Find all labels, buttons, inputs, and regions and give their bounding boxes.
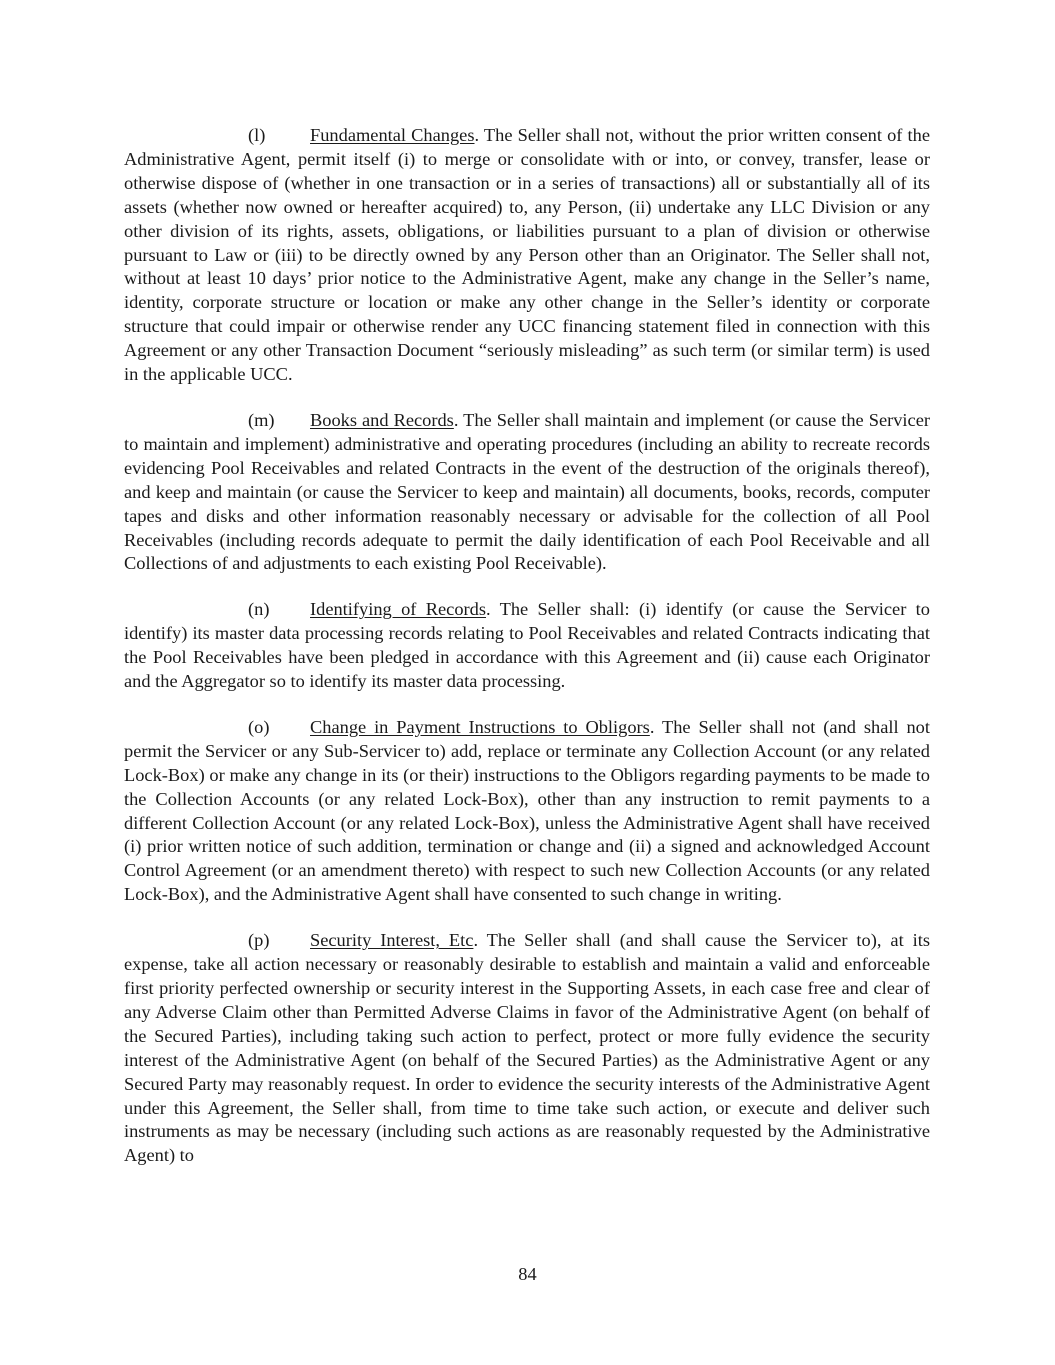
section-label: (l)	[248, 125, 266, 145]
section-body: . The Seller shall not, without the prior written consent of the Administrative Agent, permit itself (i) to merge or consolidate with or into, or convey, transfer, lease or otherwise dispose of (whether in one transaction or in a series of transactions) all or substantially all of its assets (whether now owned or hereafter acquired) to, any Person, (ii) undertake any LLC Division or any other division of its rights, assets, obligations, or liabilities pursuant to a plan of division or otherwise pursuant to Law or (iii) to be directly owned by any Person other than an Originator. The Seller shall not, without at least 10 days’ prior notice to the Administrative Agent, make any change in the Seller’s name, identity, corporate structure or location or make any other change in the Seller’s identity or corporate structure that could impair or otherwise render any UCC financing statement filed in connection with this Agreement or any other Transaction Document “seriously misleading” as such term (or similar term) is used in the applicable UCC.	[124, 125, 930, 385]
section-label: (p)	[248, 930, 270, 951]
document-page	[124, 124, 930, 1190]
section-body: . The Seller shall (and shall cause the Servicer to), at its expense, take all action necessary or reasonably desirable to establish and maintain a valid and enforceable first priority perfected ownership or security interest in the Supporting Assets, in each case free and clear of any Adverse Claim other than Permitted Adverse Claims in favor of the Administrative Agent (on behalf of the Secured Parties), including taking such action to perfect, protect or more fully evidence the security interest of the Administrative Agent (on behalf of the Secured Parties) as the Administrative Agent or any Secured Party may reasonably request. In order to evidence the security interests of the Administrative Agent under this Agreement, the Seller shall, from time to time take such action, or execute and deliver such instruments as may be necessary (including such actions as are reasonably requested by the Administrative Agent) to	[124, 930, 930, 1166]
section-o	[124, 716, 930, 907]
section-m	[124, 409, 930, 576]
section-p	[124, 929, 930, 1168]
section-label: (o)	[248, 716, 270, 737]
section-n	[124, 598, 930, 694]
section-body: . The Seller shall not (and shall not permit the Servicer or any Sub-Servicer to) add, replace or terminate any Collection Account (or any related Lock-Box) or make any change in its (or their) instructions to the Obligors regarding payments to be made to the Collection Accounts (or any related Lock-Box), other than any instruction to remit payments to a different Collection Account (or any related Lock-Box), unless the Administrative Agent shall have received (i) prior written notice of such addition, termination or change and (ii) a signed and acknowledged Account Control Agreement (or an amendment thereto) with respect to such new Collection Accounts (or any related Lock-Box), and the Administrative Agent shall have consented to such change in writing.	[124, 716, 930, 905]
section-label: (m)	[248, 409, 275, 430]
section-heading: Books and Records	[310, 409, 454, 430]
section-heading: Fundamental Changes	[310, 125, 475, 145]
section-label: (n)	[248, 599, 270, 620]
section-body: . The Seller shall maintain and implement (or cause the Servicer to maintain and implement) administrative and operating procedures (including an ability to recreate records evidencing Pool Receivables and related Contracts in the event of the destruction of the originals thereof), and keep and maintain (or cause the Servicer to keep and maintain) all documents, books, records, computer tapes and disks and other information reasonably necessary or advisable for the collection of all Pool Receivables (including records adequate to permit the daily identification of each Pool Receivable and all Collections of and adjustments to each existing Pool Receivable).	[124, 409, 930, 574]
page-number: 84	[518, 1264, 537, 1284]
section-body: . The Seller shall: (i) identify (or cause the Servicer to identify) its master data processing records relating to Pool Receivables and related Contracts indicating that the Pool Receivables have been pledged in accordance with this Agreement and (ii) cause each Originator and the Aggregator so to identify its master data processing.	[124, 599, 930, 692]
section-heading: Identifying of Records	[310, 599, 486, 620]
section-l	[124, 124, 930, 387]
section-heading: Change in Payment Instructions to Obligors	[310, 716, 650, 737]
section-heading: Security Interest, Etc	[310, 930, 474, 951]
